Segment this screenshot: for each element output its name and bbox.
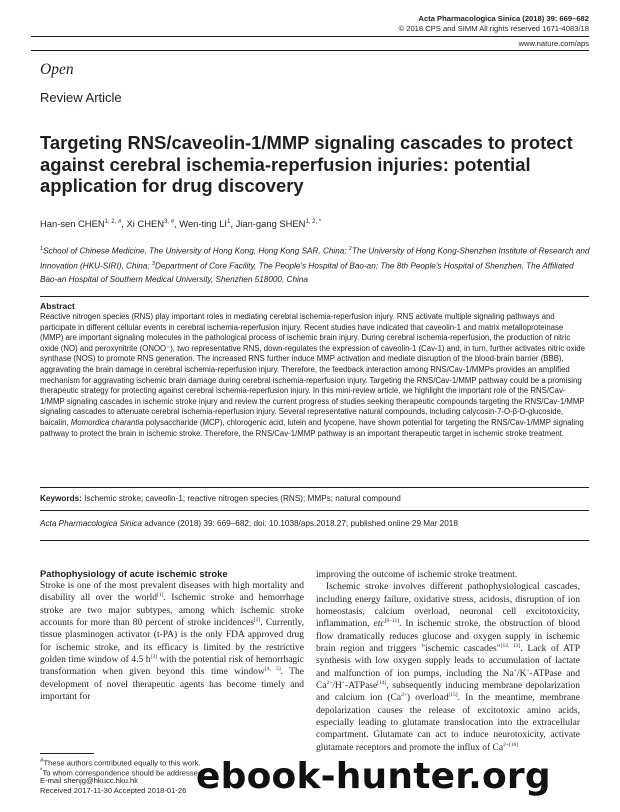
reference-link[interactable]: [6–11] (384, 618, 400, 625)
watermark: ebook-hunter.org (196, 756, 551, 797)
charge-sup: 2+ (326, 679, 333, 686)
reference-link[interactable]: [12, 13] (500, 642, 521, 649)
author-name: Xi CHEN (126, 218, 165, 229)
citation-rule (40, 540, 589, 541)
reference-link[interactable]: [4, 5] (264, 666, 281, 673)
footnote-symbol: * (40, 767, 43, 774)
body-column-left (40, 580, 304, 703)
footnote-rule (40, 753, 94, 754)
abstract-rule-bottom (40, 487, 589, 488)
body-text: Stroke is one of the most prevalent diseases with high mortality and disability all over the world (40, 581, 304, 604)
citation-line (40, 519, 458, 528)
footnote-email[interactable]: E-mail shenjg@hkucc.hku.hk (40, 776, 139, 785)
reference-link[interactable]: [14] (377, 679, 387, 686)
charge-sup: + (526, 667, 530, 674)
journal-header (399, 14, 589, 34)
affiliation-3: Department of Core Facility, The People's Hospital of Bao-an; The 8th People's Hospital of Shenzhen, The Affiliated Bao-an Hospital of Southern Medical University, Shenzhen 518000, China (40, 261, 574, 285)
body-text: Ischemic stroke involves different pathophysiological cascades, including energy failure, oxidative stress, acidosis, disruption of ion homeostasis, calcium overload, neuronal cell excitotoxicity, inflammation, (316, 582, 580, 630)
copyright-line: © 2018 CPS and SIMM All rights reserved 1671-4083/18 (398, 24, 589, 33)
body-text: /K (516, 668, 527, 679)
charge-sup: + (341, 679, 346, 686)
keywords-label: Keywords: (40, 494, 82, 503)
author-affil: 1, 2, # (104, 218, 122, 225)
body-paragraph (316, 581, 580, 754)
charge-sup: + (513, 667, 517, 674)
reference-link[interactable]: [1] (157, 592, 164, 599)
author-name: Jian-gang SHEN (235, 218, 306, 229)
body-text: , subsequently inducing membrane depolarization and calcium ion (Ca (316, 681, 580, 704)
charge-sup: 2+ (401, 692, 407, 699)
affil-number: 3 (151, 261, 156, 268)
affil-number: 2 (348, 246, 352, 252)
open-access-label: Open (40, 61, 74, 78)
body-column-right (316, 569, 580, 754)
body-text: . The development of novel therapeutic agents has become timely and important for (40, 667, 304, 703)
header-rule-bottom (31, 50, 589, 51)
body-text: improving the outcome of ischemic stroke treatment. (316, 570, 518, 580)
keywords-rule (40, 510, 589, 511)
abstract-text: Reactive nitrogen species (RNS) play important roles in mediating cerebral ischemia-reperfusion injury. RNS activate multiple signaling pathways and participate in different cellular events in cerebral ischemia-reperfusion injury. Recent studies have indicated that caveolin-1 and matrix metalloproteinase (MMP) are important signaling molecules in the pathological process of ischemic brain injury. During cerebral ischemia-reperfusion, the production of nitric oxide (NO) and peroxynitrite (ONOO⁻), two representative RNS, down-regulates the expression of caveolin-1 (Cav-1) and, in turn, further activates nitric oxide synthase (NOS) to promote RNS generation. The increased RNS further induce MMP activation and mediate disruption of the blood-brain barrier (BBB), aggravating the brain damage in cerebral ischemia-reperfusion injury. Therefore, the feedback interaction among RNS/Cav-1/MMPs provides an amplified mechanism for aggravating ischemic brain damage during cerebral ischemia-reperfusion injury. Targeting the RNS/Cav-1/MMP pathway could be a promising therapeutic strategy for protecting against cerebral ischemia-reperfusion injury. In this mini-review article, we highlight the important role of the RNS/Cav-1/MMP signaling cascades in ischemic stroke injury and review the current progress of studies seeking therapeutic compounds targeting the RNS/Cav-1/MMP signaling cascades to attenuate cerebral ischemia-reperfusion injury. Several representative natural compounds, including calycosin-7-O-β-D-glucoside, baicalin, (40, 312, 585, 427)
footnote-text: To whom correspondence should be addressed. (42, 768, 205, 778)
author-name: Wen-ting LI (179, 218, 228, 229)
body-text: /H (332, 681, 342, 692)
abstract-rule-top (40, 296, 589, 297)
body-text: . In the meantime, membrane depolarization causes the release of excitotoxic amino acids, especially leading to glutamate translocation into the extracellular compartment. Glutamate can act to induce neurotoxicity, activate glutamate receptors and promote the influx of Ca (316, 693, 581, 753)
affiliation-1: School of Chinese Medicine, The University of Hong Kong, Hong Kong SAR, China; (43, 246, 349, 256)
affil-number: 1 (40, 246, 44, 252)
article-type: Review Article (40, 90, 122, 105)
body-text: -ATPase and Ca (316, 668, 581, 692)
reference-link[interactable]: [15] (448, 692, 458, 699)
abstract-body (40, 312, 588, 439)
body-text: . In ischemic stroke, the obstruction of blood flow dramatically reduces glucose and oxygen supply in ischemic brain region and triggers "ischemic cascades" (316, 619, 580, 655)
abstract-text-end: polysaccharide (MCP), chlorogenic acid, lutein and lycopene, have shown potential for targeting the RNS/Cav-1/MMP signaling pathway to protect the brain in ischemic stroke. Therefore, the RNS/Cav-1/MMP pathway is an important therapeutic target in ischemic stroke treatment. (40, 417, 584, 438)
journal-line: Acta Pharmacologica Sinica (2018) 39: 669–682 (418, 14, 589, 23)
author-affil: 1 (227, 218, 231, 225)
keywords (40, 494, 588, 503)
keywords-text: Ischemic stroke; caveolin-1; reactive nitrogen species (RNS); MMPs; natural compound (81, 494, 401, 503)
citation-journal: Acta Pharmacologica Sinica (40, 519, 142, 528)
section-heading: Pathophysiology of acute ischemic stroke (40, 568, 228, 579)
reference-link[interactable]: 2+[16] (503, 741, 519, 748)
abstract-heading: Abstract (40, 301, 75, 311)
body-text: etc (373, 619, 385, 630)
body-text: . Lack of ATP synthesis with low oxygen supply leads to accumulation of lactate and malfunction of ion pumps, including the Na (316, 644, 580, 679)
footnote-symbol: # (40, 757, 44, 764)
reference-link[interactable]: [2] (253, 616, 261, 623)
header-rule (31, 36, 589, 37)
body-text: . Currently, tissue plasminogen activator (t-PA) is the only FDA approved drug for ischemic stroke, and its efficacy is limited by the restrictive golden time window of 4.5 h (40, 618, 304, 666)
body-text: ) overload (406, 693, 449, 704)
author-list: Han-sen $CHEN^{1, 2, \#}$, Xi $CHEN^{3, \#}$, Wen-ting $LI^1$, Jian-gang $SHEN^{1, 2, *}$ (40, 218, 322, 229)
footnote-text: These authors contributed equally to this work. (43, 758, 201, 768)
citation-details[interactable]: advance (2018) 39: 669–682; doi: 10.1038/aps.2018.27; published online 29 Mar 2018 (141, 519, 458, 528)
body-text: . Ischemic stroke and hemorrhage stroke are two major subtypes, among which ischemic stroke accounts for more than 80 percent of stroke incidences (40, 593, 304, 629)
article-title: Targeting RNS/caveolin-1/MMP signaling cascades to protect against cerebral ischemia-reperfusion injuries: potential application for drug discovery (40, 132, 573, 196)
reference-link[interactable]: [3] (150, 653, 157, 660)
footnote-dates: Received 2017-11-30 Accepted 2018-01-26 (40, 786, 187, 795)
author-name: Han-sen CHEN (40, 218, 105, 229)
affiliation-2: The University of Hong Kong-Shenzhen Institute of Research and Innovation (HKU-SIRI), China; (40, 246, 590, 271)
affiliations (40, 243, 592, 287)
author-affil: 1, 2, * (305, 218, 322, 225)
author-affil: 3, # (164, 218, 175, 225)
body-text: -ATPase (345, 681, 378, 692)
abstract-species: Momordica charantia (70, 417, 144, 427)
body-text: with the potential risk of hemorrhagic transformation when given beyond this time window (40, 655, 305, 678)
journal-url[interactable]: www.nature.com/aps (518, 39, 589, 48)
